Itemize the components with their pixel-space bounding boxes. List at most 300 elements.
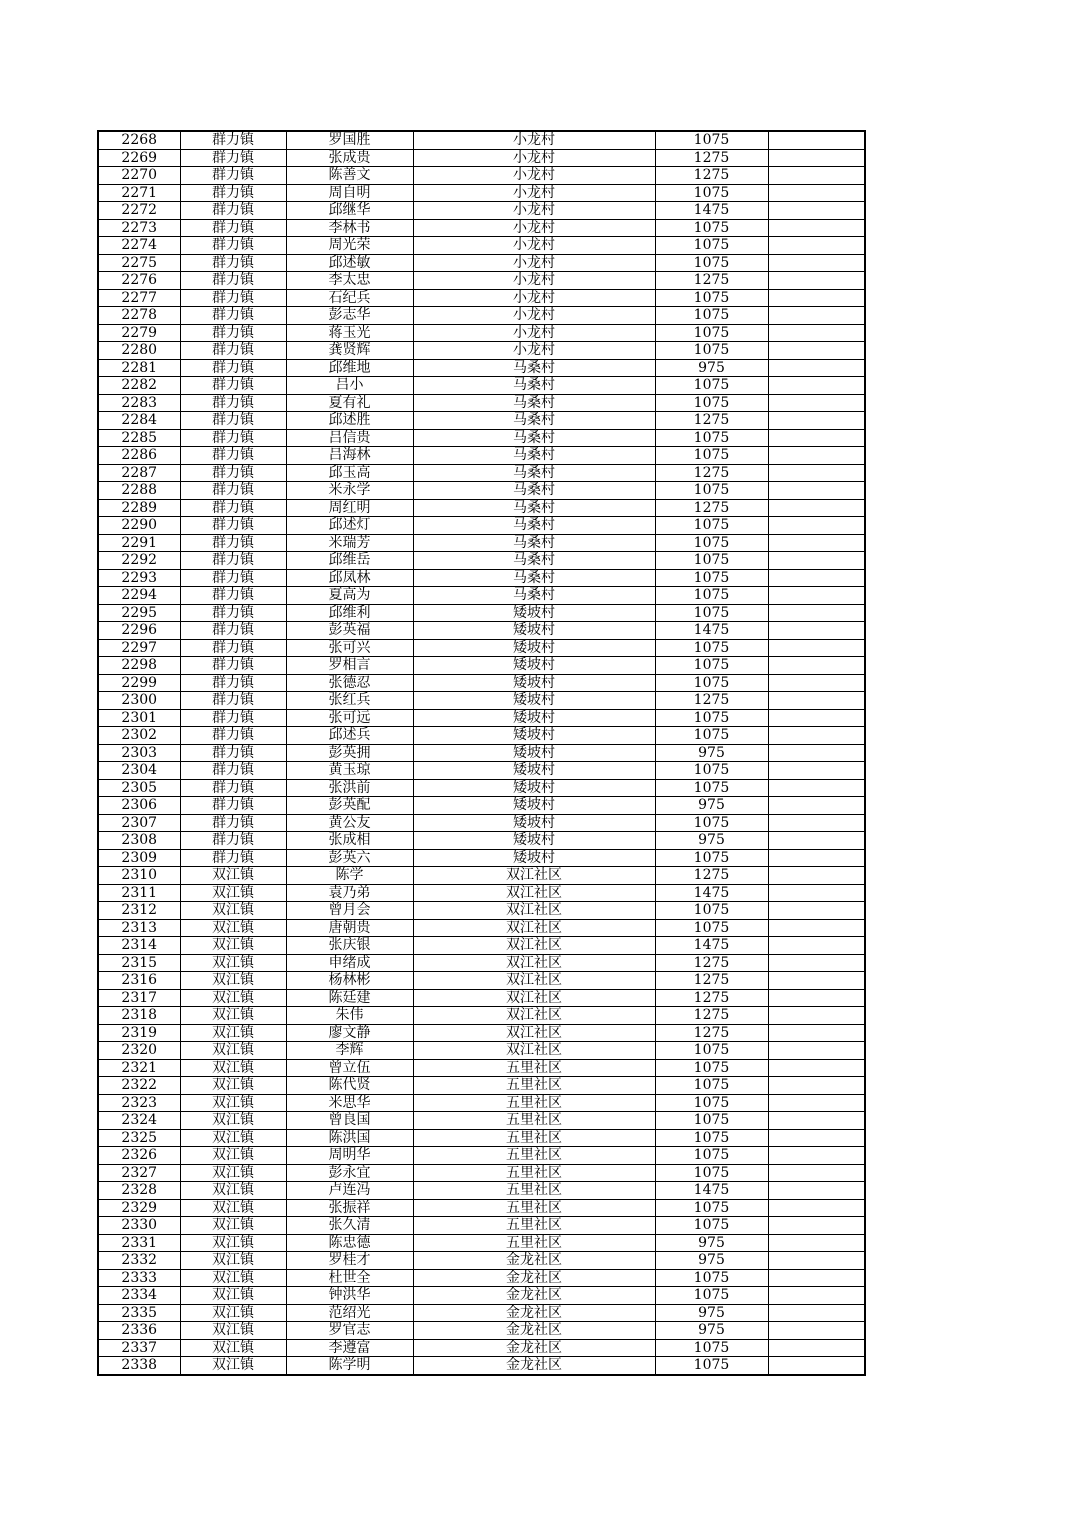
- village-cell: 矮坡村: [413, 779, 655, 797]
- name-cell: 吕海林: [286, 447, 413, 465]
- town-cell: 双江镇: [180, 1269, 286, 1287]
- table-row: [98, 1252, 865, 1270]
- table-row: [98, 342, 865, 360]
- name-cell: 张可远: [286, 709, 413, 727]
- table-row: [98, 552, 865, 570]
- village-cell: 矮坡村: [413, 622, 655, 640]
- town-cell: 双江镇: [180, 954, 286, 972]
- row-number-cell: 2275: [98, 254, 180, 272]
- name-cell: 曾良国: [286, 1112, 413, 1130]
- row-number-cell: 2271: [98, 184, 180, 202]
- name-cell: 张庆银: [286, 937, 413, 955]
- table-row: [98, 464, 865, 482]
- table-row: [98, 884, 865, 902]
- village-cell: 矮坡村: [413, 849, 655, 867]
- table-row: [98, 797, 865, 815]
- town-cell: 双江镇: [180, 1077, 286, 1095]
- note-cell: [768, 359, 865, 377]
- amount-cell: 1075: [655, 534, 768, 552]
- row-number-cell: 2311: [98, 884, 180, 902]
- village-cell: 小龙村: [413, 184, 655, 202]
- note-cell: [768, 447, 865, 465]
- name-cell: 周明华: [286, 1147, 413, 1165]
- table-row: [98, 814, 865, 832]
- note-cell: [768, 832, 865, 850]
- amount-cell: 1275: [655, 272, 768, 290]
- amount-cell: 1075: [655, 727, 768, 745]
- town-cell: 双江镇: [180, 1322, 286, 1340]
- village-cell: 五里社区: [413, 1199, 655, 1217]
- name-cell: 彭英拥: [286, 744, 413, 762]
- note-cell: [768, 1007, 865, 1025]
- village-cell: 小龙村: [413, 202, 655, 220]
- amount-cell: 1075: [655, 1147, 768, 1165]
- amount-cell: 1075: [655, 709, 768, 727]
- name-cell: 范绍光: [286, 1304, 413, 1322]
- roster-table-body: [98, 131, 865, 1375]
- town-cell: 双江镇: [180, 1252, 286, 1270]
- name-cell: 邱继华: [286, 202, 413, 220]
- village-cell: 马桑村: [413, 517, 655, 535]
- village-cell: 双江社区: [413, 954, 655, 972]
- town-cell: 群力镇: [180, 797, 286, 815]
- table-row: [98, 149, 865, 167]
- row-number-cell: 2338: [98, 1357, 180, 1375]
- row-number-cell: 2285: [98, 429, 180, 447]
- table-row: [98, 517, 865, 535]
- note-cell: [768, 884, 865, 902]
- amount-cell: 1075: [655, 394, 768, 412]
- table-row: [98, 272, 865, 290]
- village-cell: 马桑村: [413, 569, 655, 587]
- village-cell: 马桑村: [413, 447, 655, 465]
- name-cell: 张德忍: [286, 674, 413, 692]
- amount-cell: 1075: [655, 447, 768, 465]
- note-cell: [768, 1077, 865, 1095]
- amount-cell: 1275: [655, 972, 768, 990]
- note-cell: [768, 1217, 865, 1235]
- amount-cell: 1075: [655, 1094, 768, 1112]
- village-cell: 金龙社区: [413, 1287, 655, 1305]
- name-cell: 吕信贵: [286, 429, 413, 447]
- town-cell: 群力镇: [180, 639, 286, 657]
- row-number-cell: 2334: [98, 1287, 180, 1305]
- note-cell: [768, 272, 865, 290]
- note-cell: [768, 1339, 865, 1357]
- table-row: [98, 1164, 865, 1182]
- village-cell: 小龙村: [413, 342, 655, 360]
- table-row: [98, 534, 865, 552]
- town-cell: 群力镇: [180, 447, 286, 465]
- village-cell: 矮坡村: [413, 692, 655, 710]
- table-row: [98, 1059, 865, 1077]
- note-cell: [768, 1042, 865, 1060]
- amount-cell: 1475: [655, 1182, 768, 1200]
- name-cell: 邱述灯: [286, 517, 413, 535]
- village-cell: 矮坡村: [413, 832, 655, 850]
- note-cell: [768, 604, 865, 622]
- name-cell: 夏有礼: [286, 394, 413, 412]
- table-row: [98, 902, 865, 920]
- name-cell: 蒋玉光: [286, 324, 413, 342]
- name-cell: 彭英福: [286, 622, 413, 640]
- table-row: [98, 1077, 865, 1095]
- note-cell: [768, 1304, 865, 1322]
- row-number-cell: 2305: [98, 779, 180, 797]
- table-row: [98, 1024, 865, 1042]
- note-cell: [768, 394, 865, 412]
- name-cell: 周红明: [286, 499, 413, 517]
- table-row: [98, 989, 865, 1007]
- village-cell: 马桑村: [413, 482, 655, 500]
- note-cell: [768, 674, 865, 692]
- village-cell: 马桑村: [413, 429, 655, 447]
- note-cell: [768, 324, 865, 342]
- name-cell: 邱玉高: [286, 464, 413, 482]
- row-number-cell: 2299: [98, 674, 180, 692]
- village-cell: 五里社区: [413, 1129, 655, 1147]
- table-row: [98, 324, 865, 342]
- village-cell: 矮坡村: [413, 674, 655, 692]
- note-cell: [768, 517, 865, 535]
- village-cell: 矮坡村: [413, 709, 655, 727]
- row-number-cell: 2332: [98, 1252, 180, 1270]
- amount-cell: 1075: [655, 919, 768, 937]
- row-number-cell: 2302: [98, 727, 180, 745]
- village-cell: 小龙村: [413, 272, 655, 290]
- town-cell: 双江镇: [180, 1007, 286, 1025]
- town-cell: 双江镇: [180, 1147, 286, 1165]
- note-cell: [768, 149, 865, 167]
- town-cell: 群力镇: [180, 849, 286, 867]
- town-cell: 双江镇: [180, 1024, 286, 1042]
- table-row: [98, 377, 865, 395]
- village-cell: 金龙社区: [413, 1304, 655, 1322]
- table-row: [98, 1304, 865, 1322]
- row-number-cell: 2301: [98, 709, 180, 727]
- row-number-cell: 2297: [98, 639, 180, 657]
- village-cell: 马桑村: [413, 534, 655, 552]
- amount-cell: 1075: [655, 1077, 768, 1095]
- table-row: [98, 569, 865, 587]
- table-row: [98, 692, 865, 710]
- amount-cell: 1075: [655, 604, 768, 622]
- table-row: [98, 1339, 865, 1357]
- village-cell: 五里社区: [413, 1234, 655, 1252]
- name-cell: 米永学: [286, 482, 413, 500]
- village-cell: 马桑村: [413, 464, 655, 482]
- village-cell: 矮坡村: [413, 639, 655, 657]
- name-cell: 罗官志: [286, 1322, 413, 1340]
- table-row: [98, 447, 865, 465]
- note-cell: [768, 534, 865, 552]
- table-row: [98, 1269, 865, 1287]
- name-cell: 罗国胜: [286, 131, 413, 149]
- note-cell: [768, 639, 865, 657]
- note-cell: [768, 1164, 865, 1182]
- row-number-cell: 2329: [98, 1199, 180, 1217]
- town-cell: 群力镇: [180, 744, 286, 762]
- name-cell: 卢连冯: [286, 1182, 413, 1200]
- town-cell: 双江镇: [180, 989, 286, 1007]
- note-cell: [768, 429, 865, 447]
- note-cell: [768, 1269, 865, 1287]
- amount-cell: 1075: [655, 342, 768, 360]
- name-cell: 李太忠: [286, 272, 413, 290]
- row-number-cell: 2313: [98, 919, 180, 937]
- town-cell: 双江镇: [180, 1059, 286, 1077]
- town-cell: 群力镇: [180, 692, 286, 710]
- row-number-cell: 2277: [98, 289, 180, 307]
- roster-table: [97, 130, 866, 1376]
- village-cell: 五里社区: [413, 1112, 655, 1130]
- town-cell: 双江镇: [180, 1304, 286, 1322]
- name-cell: 陈代贤: [286, 1077, 413, 1095]
- name-cell: 唐朝贵: [286, 919, 413, 937]
- village-cell: 金龙社区: [413, 1339, 655, 1357]
- table-row: [98, 674, 865, 692]
- row-number-cell: 2293: [98, 569, 180, 587]
- note-cell: [768, 184, 865, 202]
- town-cell: 群力镇: [180, 832, 286, 850]
- village-cell: 金龙社区: [413, 1322, 655, 1340]
- name-cell: 周自明: [286, 184, 413, 202]
- row-number-cell: 2309: [98, 849, 180, 867]
- table-row: [98, 1287, 865, 1305]
- amount-cell: 1075: [655, 762, 768, 780]
- amount-cell: 1275: [655, 1007, 768, 1025]
- name-cell: 陈廷建: [286, 989, 413, 1007]
- name-cell: 米思华: [286, 1094, 413, 1112]
- name-cell: 邱述胜: [286, 412, 413, 430]
- note-cell: [768, 727, 865, 745]
- amount-cell: 1475: [655, 937, 768, 955]
- note-cell: [768, 289, 865, 307]
- name-cell: 龚贤辉: [286, 342, 413, 360]
- amount-cell: 1275: [655, 464, 768, 482]
- row-number-cell: 2328: [98, 1182, 180, 1200]
- note-cell: [768, 1094, 865, 1112]
- row-number-cell: 2322: [98, 1077, 180, 1095]
- row-number-cell: 2307: [98, 814, 180, 832]
- amount-cell: 1075: [655, 131, 768, 149]
- note-cell: [768, 692, 865, 710]
- amount-cell: 1075: [655, 289, 768, 307]
- row-number-cell: 2316: [98, 972, 180, 990]
- table-row: [98, 657, 865, 675]
- name-cell: 李遵富: [286, 1339, 413, 1357]
- table-row: [98, 219, 865, 237]
- table-row: [98, 604, 865, 622]
- table-row: [98, 587, 865, 605]
- row-number-cell: 2270: [98, 167, 180, 185]
- note-cell: [768, 954, 865, 972]
- table-row: [98, 972, 865, 990]
- note-cell: [768, 131, 865, 149]
- row-number-cell: 2304: [98, 762, 180, 780]
- table-row: [98, 482, 865, 500]
- table-row: [98, 202, 865, 220]
- amount-cell: 1275: [655, 1024, 768, 1042]
- name-cell: 邱维地: [286, 359, 413, 377]
- table-row: [98, 727, 865, 745]
- town-cell: 双江镇: [180, 1357, 286, 1375]
- name-cell: 李林书: [286, 219, 413, 237]
- amount-cell: 1075: [655, 1269, 768, 1287]
- village-cell: 马桑村: [413, 499, 655, 517]
- name-cell: 罗桂才: [286, 1252, 413, 1270]
- village-cell: 五里社区: [413, 1059, 655, 1077]
- amount-cell: 1275: [655, 989, 768, 1007]
- table-row: [98, 1147, 865, 1165]
- note-cell: [768, 657, 865, 675]
- town-cell: 双江镇: [180, 1094, 286, 1112]
- note-cell: [768, 1129, 865, 1147]
- note-cell: [768, 1147, 865, 1165]
- town-cell: 群力镇: [180, 727, 286, 745]
- name-cell: 彭英六: [286, 849, 413, 867]
- amount-cell: 1075: [655, 184, 768, 202]
- row-number-cell: 2295: [98, 604, 180, 622]
- row-number-cell: 2319: [98, 1024, 180, 1042]
- town-cell: 双江镇: [180, 972, 286, 990]
- amount-cell: 1075: [655, 429, 768, 447]
- town-cell: 群力镇: [180, 219, 286, 237]
- name-cell: 邱述兵: [286, 727, 413, 745]
- table-row: [98, 867, 865, 885]
- amount-cell: 975: [655, 1252, 768, 1270]
- amount-cell: 1075: [655, 482, 768, 500]
- town-cell: 群力镇: [180, 254, 286, 272]
- town-cell: 群力镇: [180, 394, 286, 412]
- note-cell: [768, 902, 865, 920]
- note-cell: [768, 989, 865, 1007]
- name-cell: 钟洪华: [286, 1287, 413, 1305]
- row-number-cell: 2278: [98, 307, 180, 325]
- amount-cell: 975: [655, 744, 768, 762]
- amount-cell: 975: [655, 1304, 768, 1322]
- town-cell: 群力镇: [180, 307, 286, 325]
- name-cell: 张振祥: [286, 1199, 413, 1217]
- name-cell: 邱维利: [286, 604, 413, 622]
- town-cell: 群力镇: [180, 272, 286, 290]
- town-cell: 双江镇: [180, 1042, 286, 1060]
- town-cell: 群力镇: [180, 464, 286, 482]
- amount-cell: 1075: [655, 1339, 768, 1357]
- table-row: [98, 1357, 865, 1375]
- amount-cell: 1075: [655, 902, 768, 920]
- town-cell: 群力镇: [180, 184, 286, 202]
- note-cell: [768, 587, 865, 605]
- row-number-cell: 2300: [98, 692, 180, 710]
- row-number-cell: 2324: [98, 1112, 180, 1130]
- amount-cell: 1075: [655, 307, 768, 325]
- amount-cell: 1075: [655, 254, 768, 272]
- town-cell: 双江镇: [180, 1339, 286, 1357]
- amount-cell: 1075: [655, 814, 768, 832]
- name-cell: 袁乃弟: [286, 884, 413, 902]
- table-row: [98, 709, 865, 727]
- note-cell: [768, 499, 865, 517]
- amount-cell: 1475: [655, 884, 768, 902]
- table-row: [98, 762, 865, 780]
- amount-cell: 1075: [655, 1164, 768, 1182]
- table-row: [98, 1129, 865, 1147]
- name-cell: 陈学明: [286, 1357, 413, 1375]
- note-cell: [768, 342, 865, 360]
- town-cell: 群力镇: [180, 429, 286, 447]
- village-cell: 双江社区: [413, 989, 655, 1007]
- village-cell: 双江社区: [413, 1007, 655, 1025]
- table-row: [98, 1182, 865, 1200]
- village-cell: 五里社区: [413, 1077, 655, 1095]
- amount-cell: 975: [655, 359, 768, 377]
- town-cell: 群力镇: [180, 622, 286, 640]
- note-cell: [768, 1024, 865, 1042]
- name-cell: 陈洪国: [286, 1129, 413, 1147]
- name-cell: 邱述敏: [286, 254, 413, 272]
- row-number-cell: 2279: [98, 324, 180, 342]
- amount-cell: 1275: [655, 412, 768, 430]
- note-cell: [768, 307, 865, 325]
- row-number-cell: 2331: [98, 1234, 180, 1252]
- amount-cell: 1075: [655, 1357, 768, 1375]
- town-cell: 群力镇: [180, 709, 286, 727]
- amount-cell: 975: [655, 1234, 768, 1252]
- row-number-cell: 2335: [98, 1304, 180, 1322]
- note-cell: [768, 972, 865, 990]
- amount-cell: 1275: [655, 954, 768, 972]
- town-cell: 群力镇: [180, 779, 286, 797]
- row-number-cell: 2294: [98, 587, 180, 605]
- town-cell: 双江镇: [180, 884, 286, 902]
- amount-cell: 1075: [655, 1042, 768, 1060]
- table-row: [98, 237, 865, 255]
- table-row: [98, 1094, 865, 1112]
- town-cell: 群力镇: [180, 237, 286, 255]
- note-cell: [768, 219, 865, 237]
- table-row: [98, 499, 865, 517]
- town-cell: 双江镇: [180, 1182, 286, 1200]
- amount-cell: 1075: [655, 779, 768, 797]
- table-row: [98, 131, 865, 149]
- village-cell: 双江社区: [413, 884, 655, 902]
- village-cell: 双江社区: [413, 1024, 655, 1042]
- amount-cell: 975: [655, 832, 768, 850]
- village-cell: 五里社区: [413, 1217, 655, 1235]
- name-cell: 张洪前: [286, 779, 413, 797]
- name-cell: 黄公友: [286, 814, 413, 832]
- name-cell: 张红兵: [286, 692, 413, 710]
- village-cell: 小龙村: [413, 167, 655, 185]
- town-cell: 群力镇: [180, 359, 286, 377]
- town-cell: 双江镇: [180, 919, 286, 937]
- row-number-cell: 2308: [98, 832, 180, 850]
- row-number-cell: 2326: [98, 1147, 180, 1165]
- name-cell: 石纪兵: [286, 289, 413, 307]
- town-cell: 群力镇: [180, 552, 286, 570]
- row-number-cell: 2290: [98, 517, 180, 535]
- amount-cell: 1075: [655, 1287, 768, 1305]
- note-cell: [768, 744, 865, 762]
- note-cell: [768, 1199, 865, 1217]
- town-cell: 群力镇: [180, 149, 286, 167]
- table-row: [98, 1199, 865, 1217]
- row-number-cell: 2330: [98, 1217, 180, 1235]
- town-cell: 群力镇: [180, 131, 286, 149]
- village-cell: 金龙社区: [413, 1252, 655, 1270]
- village-cell: 五里社区: [413, 1147, 655, 1165]
